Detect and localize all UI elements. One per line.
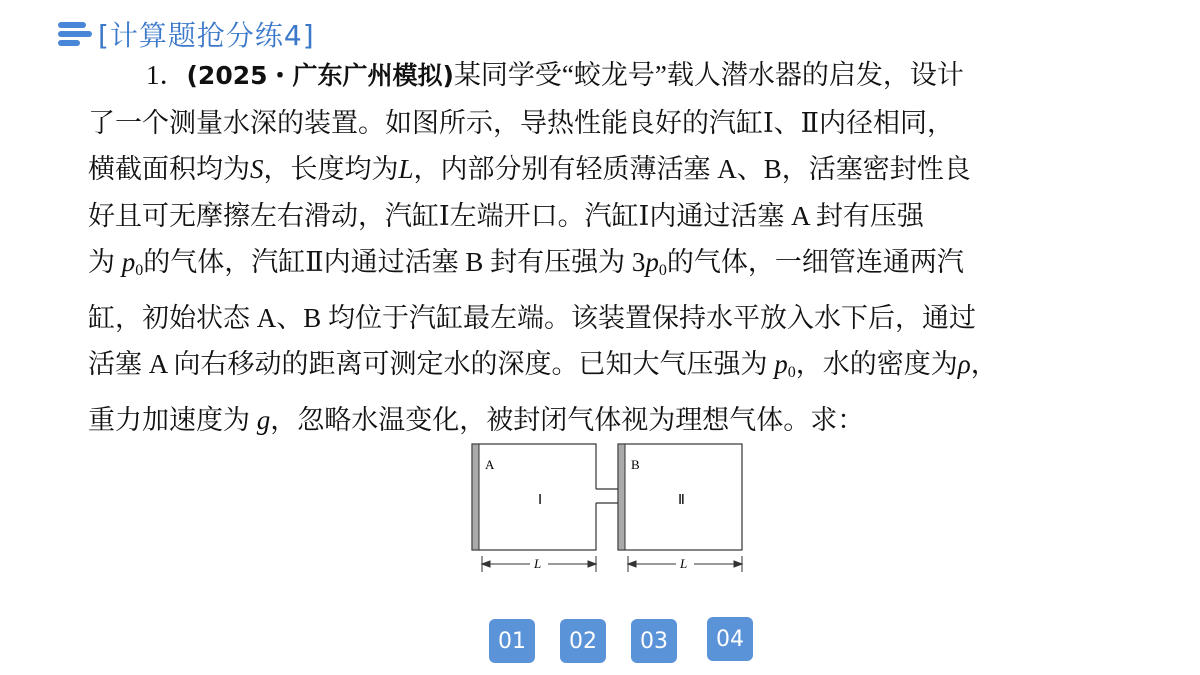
- dim-label-l-2: L: [680, 556, 688, 571]
- nav-button-02[interactable]: 02: [560, 619, 606, 663]
- problem-text: 1．(2025・广东广州模拟)某同学受“蛟龙号”载人潜水器的启发，设计 了一个测量水深的装置。如图所示，导热性能良好的汽缸Ⅰ、Ⅱ内径相同， 横截面积均为S，长度均为L，内部分别有轻质薄活塞 A、B，活塞密封性良 好且可无摩擦左右滑动，汽缸Ⅰ左端开口。汽缸Ⅰ内通过活塞 A 封有压强 为 $p_0$的气体，汽缸Ⅱ内通过活塞 B 封有压强为 $3p_0$的气体，一细管连通两汽 缸，初始状态 A、B 均位于汽缸最左端。该装置保持水平放入水下后，通过 活塞 A 向右移动的距离可测定水的深度。已知大气压强为 $p_0$，水的密度为ρ， 重力加速度为 g，忽略水温变化，被封闭气体视为理想气体。求：: [88, 52, 1078, 443]
- list-menu-icon: [58, 21, 92, 47]
- problem-number: 1．: [146, 60, 187, 90]
- problem-source: (2025・广东广州模拟): [186, 61, 454, 90]
- label-cylinder-ii: Ⅱ: [678, 493, 685, 508]
- piston-b: [618, 444, 625, 550]
- section-header: [58, 12, 315, 56]
- nav-button-04[interactable]: 04: [707, 617, 753, 661]
- nav-button-03[interactable]: 03: [631, 619, 677, 663]
- cylinder-diagram: [466, 438, 756, 578]
- label-a: A: [485, 457, 495, 472]
- section-title: [计算题抢分练4]: [98, 19, 315, 52]
- question-nav: [0, 619, 1200, 669]
- label-b: B: [631, 457, 640, 472]
- nav-button-01[interactable]: 01: [489, 619, 535, 663]
- label-cylinder-i: Ⅰ: [538, 493, 543, 508]
- piston-a: [472, 444, 479, 550]
- connecting-tube: [595, 489, 619, 503]
- dim-label-l-1: L: [534, 556, 542, 571]
